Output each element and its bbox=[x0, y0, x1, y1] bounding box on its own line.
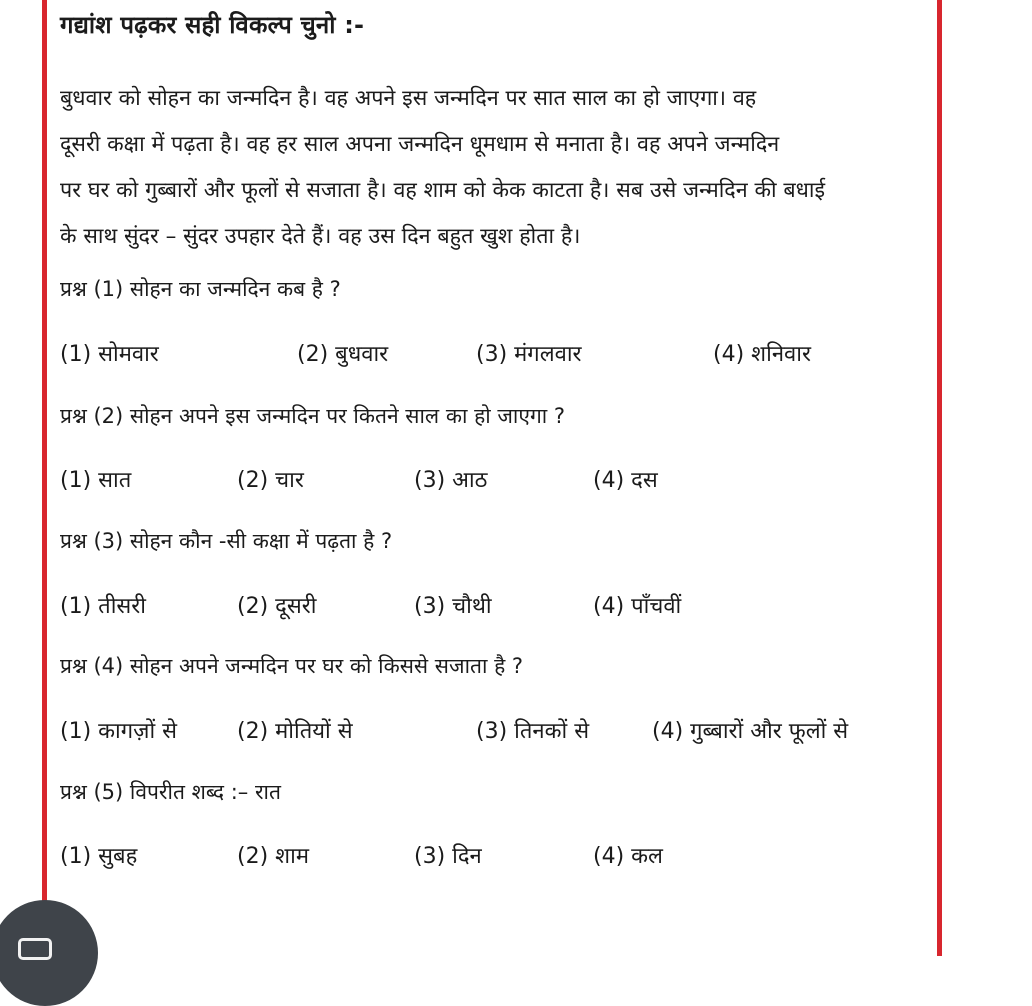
q1-option-3[interactable]: (3) मंगलवार bbox=[476, 342, 582, 367]
q2-option-4[interactable]: (4) दस bbox=[593, 468, 658, 493]
q2-option-2[interactable]: (2) चार bbox=[237, 468, 304, 493]
screenshot-overlay-icon bbox=[18, 938, 52, 960]
q3-option-4[interactable]: (4) पाँचवीं bbox=[593, 594, 682, 619]
right-border bbox=[937, 0, 942, 956]
q5-option-2[interactable]: (2) शाम bbox=[237, 844, 309, 869]
passage-line: बुधवार को सोहन का जन्मदिन है। वह अपने इस जन्मदिन पर सात साल का हो जाएगा। वह bbox=[60, 86, 757, 111]
worksheet-title: गद्यांश पढ़कर सही विकल्प चुनो :- bbox=[60, 11, 365, 39]
passage bbox=[60, 76, 930, 260]
passage-line: पर घर को गुब्बारों और फूलों से सजाता है। वह शाम को केक काटता है। सब उसे जन्मदिन की बधाई bbox=[60, 178, 826, 203]
question-2: प्रश्न (2) सोहन अपने इस जन्मदिन पर कितने साल का हो जाएगा ? bbox=[60, 404, 566, 428]
q4-option-1[interactable]: (1) कागज़ों से bbox=[60, 719, 178, 744]
q5-option-4[interactable]: (4) कल bbox=[593, 844, 663, 869]
q4-option-2[interactable]: (2) मोतियों से bbox=[237, 719, 353, 744]
question-5: प्रश्न (5) विपरीत शब्द :– रात bbox=[60, 780, 281, 804]
screenshot-overlay-button[interactable] bbox=[0, 900, 98, 1006]
q3-option-1[interactable]: (1) तीसरी bbox=[60, 594, 146, 619]
q1-option-4[interactable]: (4) शनिवार bbox=[713, 342, 811, 367]
question-3: प्रश्न (3) सोहन कौन -सी कक्षा में पढ़ता है ? bbox=[60, 529, 393, 553]
q3-option-2[interactable]: (2) दूसरी bbox=[237, 594, 317, 619]
q2-option-1[interactable]: (1) सात bbox=[60, 468, 132, 493]
q2-option-3[interactable]: (3) आठ bbox=[414, 468, 488, 493]
q5-option-1[interactable]: (1) सुबह bbox=[60, 844, 138, 869]
q4-option-4[interactable]: (4) गुब्बारों और फूलों से bbox=[652, 719, 849, 744]
question-4: प्रश्न (4) सोहन अपने जन्मदिन पर घर को किससे सजाता है ? bbox=[60, 654, 524, 678]
q1-option-2[interactable]: (2) बुधवार bbox=[297, 342, 389, 367]
passage-line: दूसरी कक्षा में पढ़ता है। वह हर साल अपना जन्मदिन धूमधाम से मनाता है। वह अपने जन्मदिन bbox=[60, 132, 780, 157]
question-1: प्रश्न (1) सोहन का जन्मदिन कब है ? bbox=[60, 277, 341, 301]
q5-option-3[interactable]: (3) दिन bbox=[414, 844, 482, 869]
q4-option-3[interactable]: (3) तिनकों से bbox=[476, 719, 590, 744]
passage-line: के साथ सुंदर – सुंदर उपहार देते हैं। वह उस दिन बहुत खुश होता है। bbox=[60, 224, 581, 249]
q1-option-1[interactable]: (1) सोमवार bbox=[60, 342, 159, 367]
left-border bbox=[42, 0, 47, 956]
q3-option-3[interactable]: (3) चौथी bbox=[414, 594, 492, 619]
